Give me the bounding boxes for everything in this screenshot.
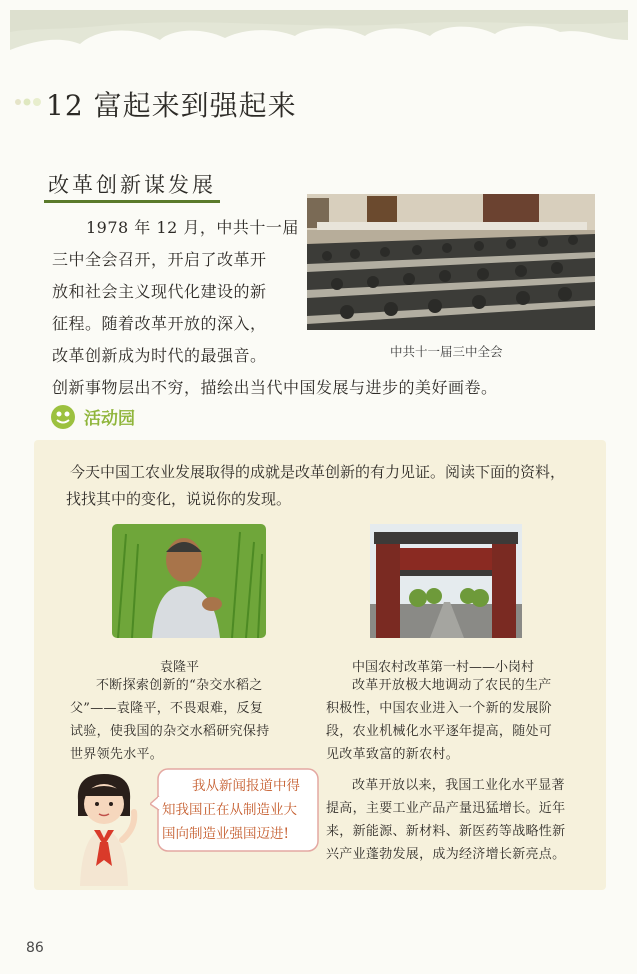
body-line-4: 征程。随着改革开放的深入，: [52, 314, 267, 333]
body-line-3: 放和社会主义现代化建设的新: [52, 282, 267, 301]
activity-label: 活动园: [84, 409, 135, 429]
activity-icon: [50, 404, 76, 430]
bubble-line-3: 国向制造业强国迈进!: [162, 826, 289, 842]
yuan-text-line-2: 父”——袁隆平，不畏艰难，反复: [70, 701, 264, 716]
village-text-line-3: 段，农业机械化水平逐年提高，随处可: [326, 724, 553, 739]
yuan-text-line-1: 不断探索创新的“杂交水稻之: [96, 678, 263, 693]
yuan-text-line-4: 世界领先水平。: [70, 747, 164, 762]
body-line-1: 1978 年 12 月，中共十一届: [86, 218, 299, 237]
industry-text-line-4: 兴产业蓬勃发展，成为经济增长新亮点。: [326, 847, 566, 862]
meeting-photo-caption: 中共十一届三中全会: [390, 344, 503, 359]
section-title: 改革创新谋发展: [48, 173, 216, 197]
student-girl-illustration: [62, 770, 148, 886]
chapter-title-text: 富起来到强起来: [93, 89, 297, 122]
body-line-6: 创新事物层出不穷，描绘出当代中国发展与进步的美好画卷。: [52, 378, 498, 397]
chapter-number: 12: [46, 89, 84, 122]
decorative-dots: [14, 94, 44, 110]
village-text-line-4: 见改革致富的新农村。: [326, 747, 460, 762]
bubble-line-2: 知我国正在从制造业大: [162, 802, 297, 818]
page-number: 86: [26, 940, 44, 956]
yuan-longping-photo: [112, 524, 266, 638]
cloud-banner: [0, 0, 637, 62]
village-text-line-1: 改革开放极大地调动了农民的生产: [352, 678, 552, 693]
section-underline: [44, 200, 220, 203]
activity-intro-line-2: 找找其中的变化，说说你的发现。: [66, 490, 292, 508]
industry-text-line-2: 提高，主要工业产品产量迅猛增长。近年: [326, 801, 566, 816]
yuan-longping-caption: 袁隆平: [160, 660, 200, 675]
meeting-photo: [307, 194, 595, 330]
chapter-title: [46, 84, 297, 124]
bubble-line-1: 我从新闻报道中得: [192, 778, 300, 794]
xiaogang-village-caption: 中国农村改革第一村——小岗村: [352, 660, 535, 675]
industry-text-line-1: 改革开放以来，我国工业化水平显著: [352, 778, 565, 793]
village-text-line-2: 积极性，中国农业进入一个新的发展阶: [326, 701, 553, 716]
xiaogang-village-photo: [370, 524, 522, 638]
body-line-2: 三中全会召开，开启了改革开: [52, 250, 267, 269]
yuan-text-line-3: 试验，使我国的杂交水稻研究保持: [70, 724, 270, 739]
body-line-5: 改革创新成为时代的最强音。: [52, 346, 267, 365]
industry-text-line-3: 来，新能源、新材料、新医药等战略性新: [326, 824, 566, 839]
activity-intro-line-1: 今天中国工农业发展取得的成就是改革创新的有力见证。阅读下面的资料，: [70, 463, 566, 481]
